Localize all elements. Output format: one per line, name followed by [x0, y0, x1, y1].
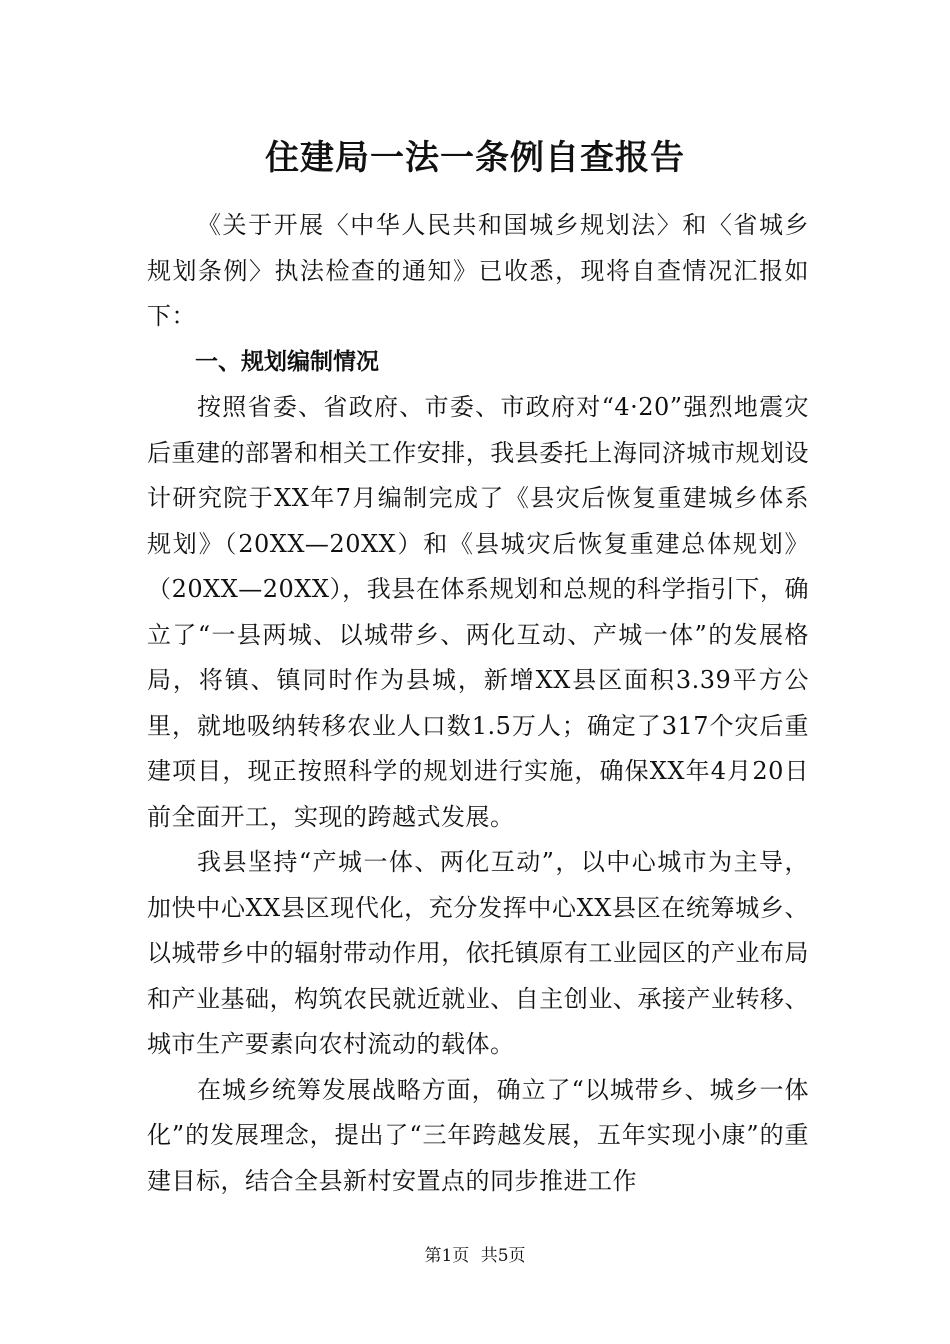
body-paragraph-1: 按照省委、省政府、市委、市政府对“4·20”强烈地震灾后重建的部署和相关工作安排，我县委托上海同济城市规划设计研究院于XX年7月编制完成了《县灾后恢复重建城乡体系规划》（20XX—20XX）和《县城灾后恢复重建总体规划》（20XX—20XX），我县在体系规划和总规的科学指引下，确立了“一县两城、以城带乡、两化互动、产城一体”的发展格局，将镇、镇同时作为县城，新增XX县区面积3.39平方公里，就地吸纳转移农业人口数1.5万人；确定了317个灾后重建项目，现正按照科学的规划进行实施，确保XX年4月20日前全面开工，实现的跨越式发展。 [147, 393, 809, 831]
page-number: 第1页 [424, 1246, 470, 1266]
document-body [147, 203, 809, 1204]
body-paragraph-3: 在城乡统筹发展战略方面，确立了“以城带乡、城乡一体化”的发展理念，提出了“三年跨越发展，五年实现小康”的重建目标，结合全县新村安置点的同步推进工作 [147, 1075, 809, 1195]
section-heading: 一、规划编制情况 [195, 348, 379, 375]
page-total: 共5页 [480, 1246, 526, 1266]
intro-paragraph: 《关于开展〈中华人民共和国城乡规划法〉和〈省城乡规划条例〉执法检查的通知》已收悉，现将自查情况汇报如下： [147, 211, 809, 330]
body-paragraph-2: 我县坚持“产城一体、两化互动”，以中心城市为主导，加快中心XX县区现代化，充分发挥中心XX县区在统筹城乡、以城带乡中的辐射带动作用，依托镇原有工业园区的产业布局和产业基础，构筑农民就近就业、自主创业、承接产业转移、城市生产要素向农村流动的载体。 [147, 848, 809, 1058]
document-title: 住建局一法一条例自查报告 [265, 138, 685, 178]
page-footer [0, 1244, 950, 1268]
